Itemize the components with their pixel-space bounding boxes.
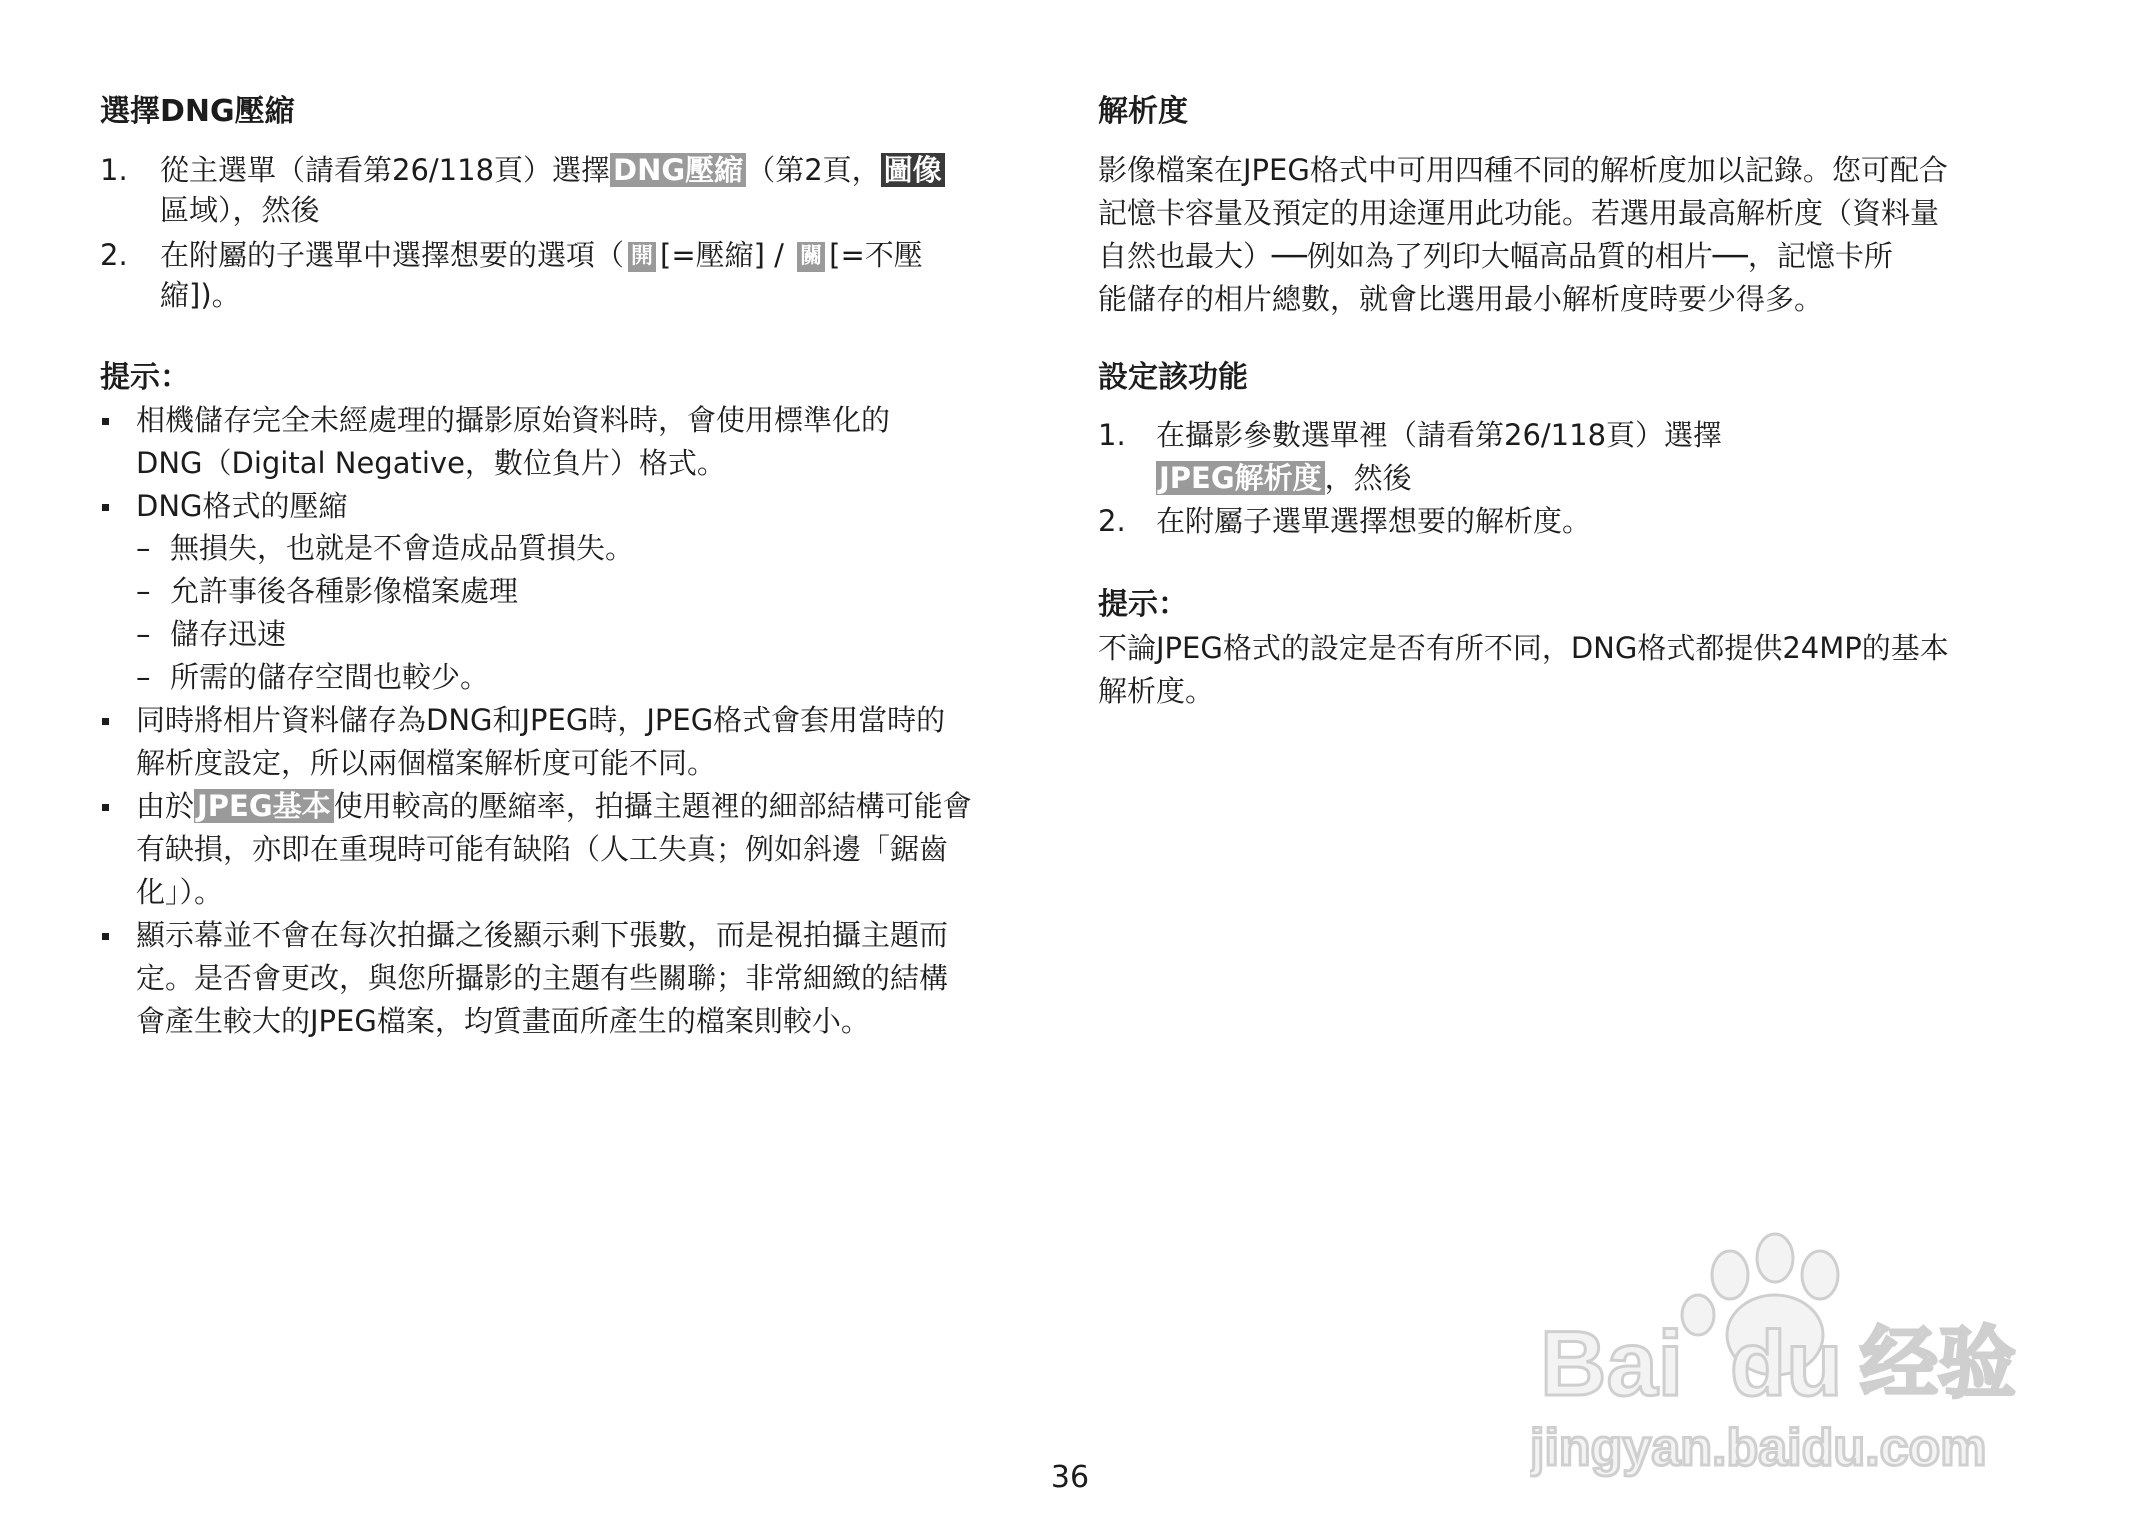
- tips-title: 提示：: [100, 360, 190, 395]
- step-number: 1.: [100, 153, 128, 187]
- bullet-icon: [102, 804, 109, 811]
- section-title-set-function: 設定該功能: [1098, 360, 1248, 395]
- tip-line: 有缺損，亦即在重現時可能有缺陷（人工失真；例如斜邊「鋸齒: [136, 832, 949, 866]
- svg-text:Bai: Bai: [1540, 1313, 1684, 1415]
- paragraph-line: 影像檔案在JPEG格式中可用四種不同的解析度加以記錄。您可配合: [1098, 153, 1948, 187]
- paragraph-line: 記憶卡容量及預定的用途運用此功能。若選用最高解析度（資料量: [1098, 196, 1940, 230]
- sub-tip-line: 允許事後各種影像檔案處理: [170, 574, 519, 608]
- step-number: 2.: [1098, 504, 1126, 538]
- menu-item-image: 圖像: [881, 153, 945, 187]
- step-2-text: 在附屬的子選單中選擇想要的選項（ 開 [=壓縮] / 關 [=不壓: [160, 238, 923, 272]
- dash-icon: –: [136, 531, 151, 565]
- step-1-text: 在攝影參數選單裡（請看第26/118頁）選擇: [1156, 418, 1723, 452]
- paragraph-line: 自然也最大）──例如為了列印大幅高品質的相片──，記憶卡所: [1098, 239, 1893, 273]
- menu-item-jpeg-basic: JPEG基本: [194, 789, 334, 823]
- off-icon: 關: [797, 242, 825, 272]
- tip-line: 相機儲存完全未經處理的攝影原始資料時，會使用標準化的: [136, 403, 891, 437]
- bullet-icon: [102, 418, 109, 425]
- tip-line: DNG（Digital Negative，數位負片）格式。: [136, 446, 726, 480]
- sub-tip-line: 儲存迅速: [170, 617, 287, 651]
- sub-tip-line: 無損失，也就是不會造成品質損失。: [170, 531, 635, 565]
- bullet-icon: [102, 718, 109, 725]
- on-icon: 開: [628, 242, 656, 272]
- svg-text:jingyan.baidu.com: jingyan.baidu.com: [1530, 1419, 1987, 1477]
- page-number: 36: [1050, 1460, 1090, 1495]
- bullet-icon: [102, 504, 109, 511]
- menu-item-jpeg-resolution: JPEG解析度: [1156, 461, 1325, 495]
- bullet-icon: [102, 933, 109, 940]
- step-number: 1.: [1098, 418, 1126, 452]
- menu-item-dng-compression: DNG壓縮: [610, 153, 746, 187]
- paw-logo-icon: [1530, 1220, 2050, 1480]
- step-2-text: 在附屬子選單選擇想要的解析度。: [1156, 504, 1592, 538]
- step-1-text-cont: JPEG解析度 ，然後: [1156, 458, 1412, 498]
- dash-icon: –: [136, 574, 151, 608]
- dash-icon: –: [136, 617, 151, 651]
- step-1-text-cont: 區域），然後: [160, 193, 320, 227]
- tip-line: 顯示幕並不會在每次拍攝之後顯示剩下張數，而是視拍攝主題而: [136, 918, 949, 952]
- step-number: 2.: [100, 238, 128, 272]
- tip-line: 會產生較大的JPEG檔案，均質畫面所產生的檔案則較小。: [136, 1004, 870, 1038]
- tip-line: 化」）。: [136, 875, 224, 909]
- tips-title: 提示：: [1098, 587, 1188, 622]
- svg-text:经验: 经验: [1860, 1319, 2017, 1407]
- tip-line: 定。是否會更改，與您所攝影的主題有些關聯；非常細緻的結構: [136, 961, 949, 995]
- tip-line: DNG格式的壓縮: [136, 489, 348, 523]
- section-title-resolution: 解析度: [1098, 94, 1188, 129]
- paragraph-line: 能儲存的相片總數，就會比選用最小解析度時要少得多。: [1098, 282, 1824, 316]
- svg-text:du: du: [1730, 1313, 1843, 1415]
- section-title-dng-compression: 選擇DNG壓縮: [100, 94, 295, 129]
- dash-icon: –: [136, 660, 151, 694]
- tip-line: 解析度設定，所以兩個檔案解析度可能不同。: [136, 746, 717, 780]
- step-2-text-cont: 縮])。: [160, 278, 241, 312]
- step-1-text: 從主選單（請看第26/118頁）選擇 DNG壓縮 （第2頁， 圖像: [160, 150, 945, 190]
- sub-tip-line: 所需的儲存空間也較少。: [170, 660, 490, 694]
- baidu-jingyan-watermark: [1530, 1220, 2050, 1480]
- tip-line: 解析度。: [1098, 674, 1215, 708]
- tip-line: 由於 JPEG基本 使用較高的壓縮率，拍攝主題裡的細部結構可能會: [136, 789, 972, 823]
- tip-line: 同時將相片資料儲存為DNG和JPEG時，JPEG格式會套用當時的: [136, 703, 946, 737]
- tip-line: 不論JPEG格式的設定是否有所不同，DNG格式都提供24MP的基本: [1098, 631, 1949, 665]
